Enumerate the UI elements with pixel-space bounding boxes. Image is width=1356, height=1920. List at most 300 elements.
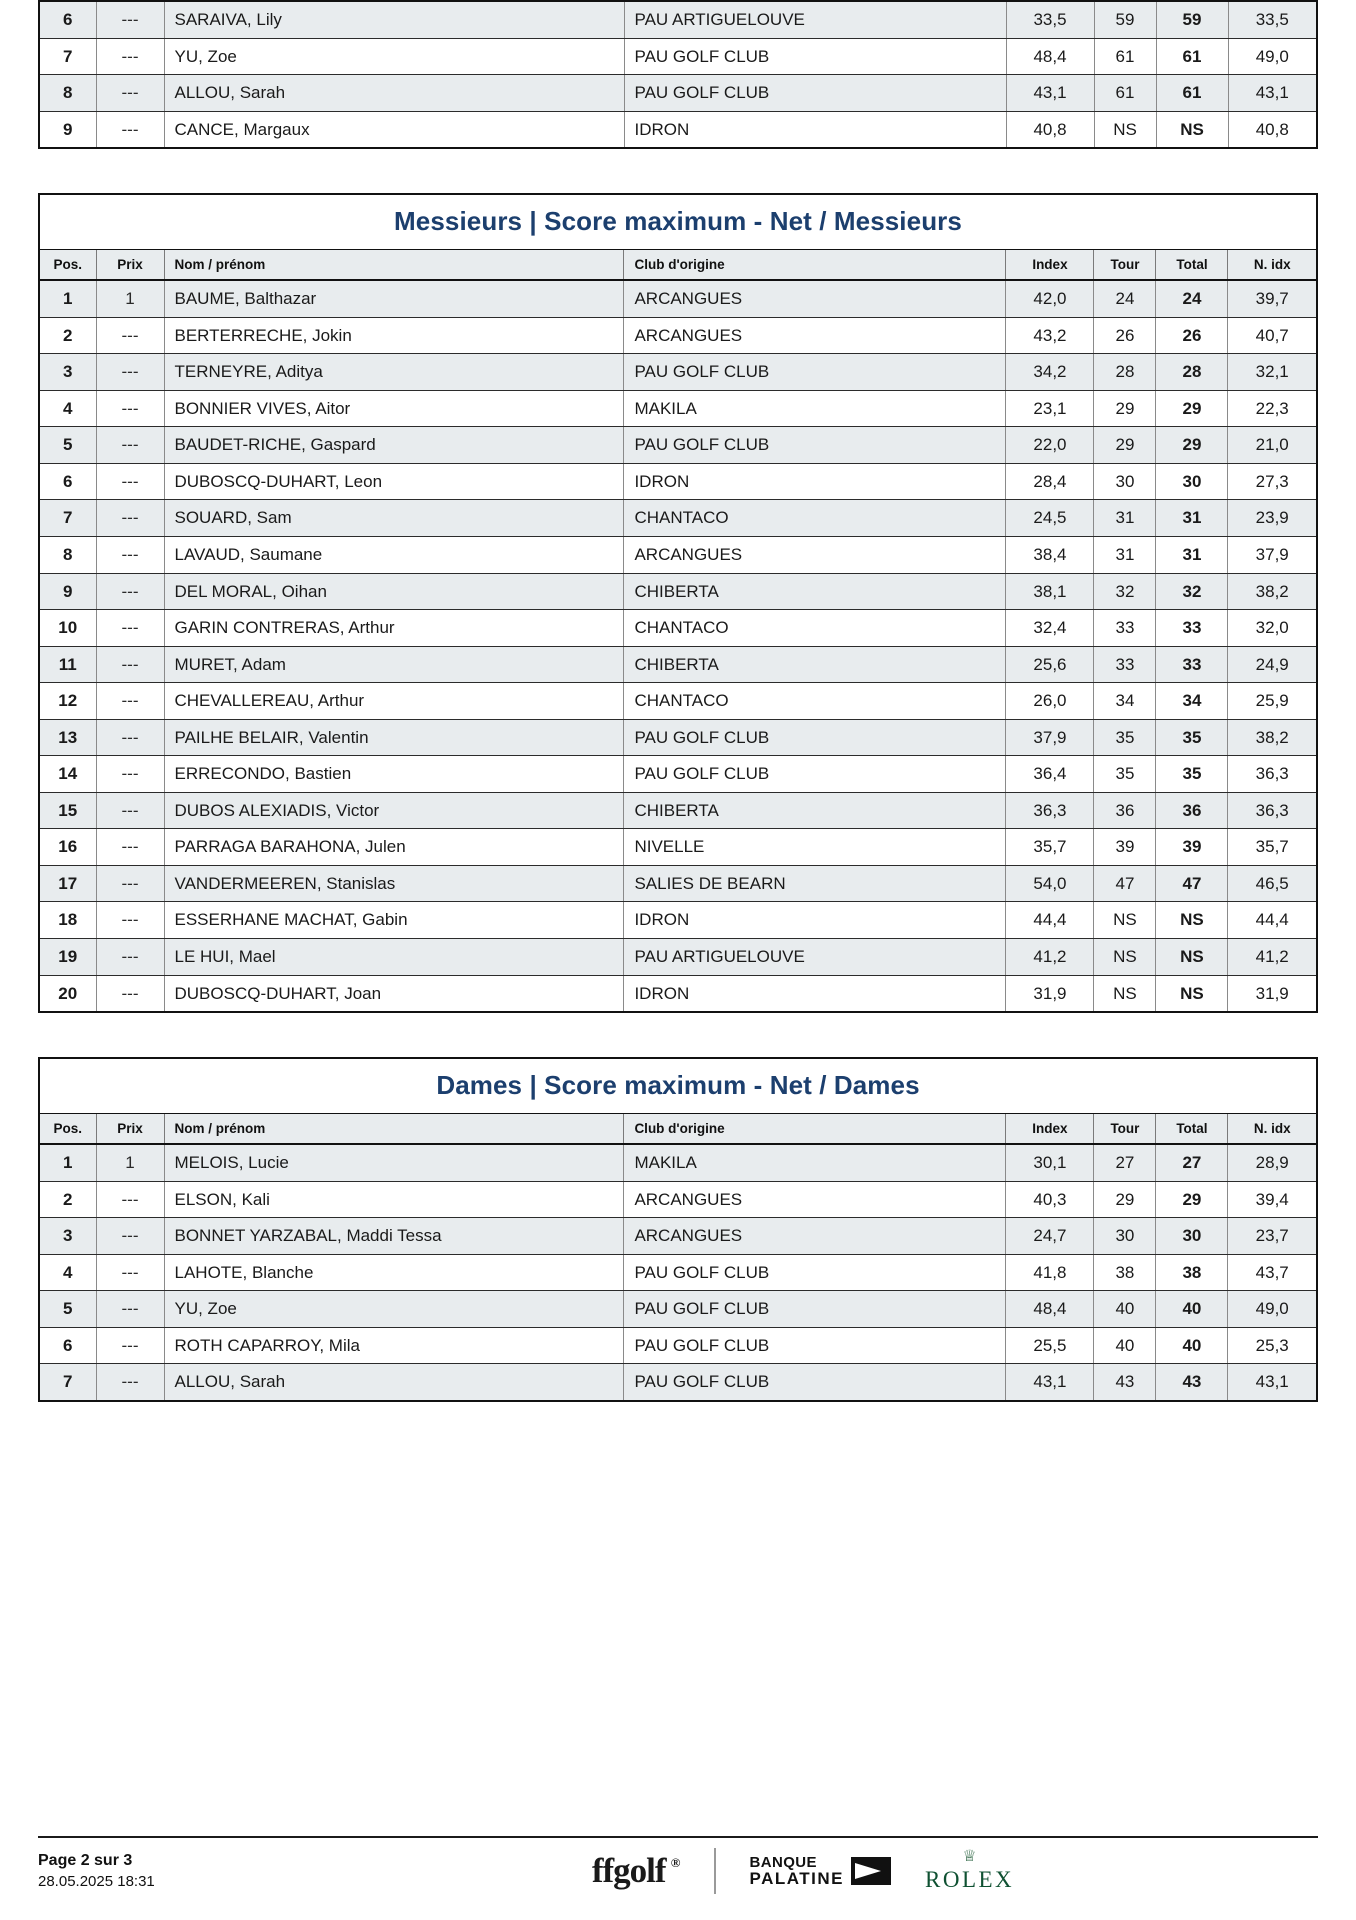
table-row xyxy=(40,573,1316,610)
row-position: 1 xyxy=(40,280,96,317)
table-row xyxy=(40,902,1316,939)
row-position: 7 xyxy=(40,1364,96,1400)
row-tour: 38 xyxy=(1094,1254,1156,1291)
row-tour: 31 xyxy=(1094,500,1156,537)
table-row xyxy=(40,719,1316,756)
row-net-index: 28,9 xyxy=(1228,1144,1316,1181)
row-total: 39 xyxy=(1156,829,1228,866)
row-prize: --- xyxy=(96,1181,164,1218)
row-name: YU, Zoe xyxy=(164,38,624,75)
col-header-nidx: N. idx xyxy=(1228,1114,1316,1145)
row-total: 29 xyxy=(1156,390,1228,427)
top-table xyxy=(40,2,1316,147)
row-tour: NS xyxy=(1094,111,1156,147)
row-tour: 34 xyxy=(1094,683,1156,720)
row-index: 37,9 xyxy=(1006,719,1094,756)
row-position: 5 xyxy=(40,427,96,464)
col-header-pos: Pos. xyxy=(40,250,96,281)
row-net-index: 27,3 xyxy=(1228,463,1316,500)
row-index: 43,1 xyxy=(1006,1364,1094,1400)
row-total: 40 xyxy=(1156,1291,1228,1328)
row-prize: --- xyxy=(96,939,164,976)
row-prize: --- xyxy=(96,573,164,610)
crown-icon: ♕ xyxy=(962,1848,977,1865)
row-position: 18 xyxy=(40,902,96,939)
row-index: 26,0 xyxy=(1006,683,1094,720)
row-tour: 59 xyxy=(1094,2,1156,38)
row-prize: --- xyxy=(96,390,164,427)
col-header-index: Index xyxy=(1006,250,1094,281)
row-total: 59 xyxy=(1156,2,1228,38)
row-position: 15 xyxy=(40,792,96,829)
row-club: IDRON xyxy=(624,111,1006,147)
row-club: PAU ARTIGUELOUVE xyxy=(624,939,1006,976)
rolex-logo-text: ROLEX xyxy=(925,1867,1015,1892)
row-club: IDRON xyxy=(624,975,1006,1011)
row-index: 30,1 xyxy=(1006,1144,1094,1181)
row-name: BERTERRECHE, Jokin xyxy=(164,317,624,354)
row-prize: --- xyxy=(96,317,164,354)
row-name: SARAIVA, Lily xyxy=(164,2,624,38)
palatine-line-2: PALATINE xyxy=(749,1868,844,1888)
row-net-index: 49,0 xyxy=(1228,38,1316,75)
row-net-index: 46,5 xyxy=(1228,865,1316,902)
table-row xyxy=(40,280,1316,317)
row-tour: 27 xyxy=(1094,1144,1156,1181)
row-index: 48,4 xyxy=(1006,1291,1094,1328)
row-position: 20 xyxy=(40,975,96,1011)
row-club: PAU GOLF CLUB xyxy=(624,427,1006,464)
table-row xyxy=(40,427,1316,464)
row-total: 24 xyxy=(1156,280,1228,317)
row-tour: 61 xyxy=(1094,38,1156,75)
row-name: DUBOSCQ-DUHART, Leon xyxy=(164,463,624,500)
row-net-index: 32,1 xyxy=(1228,354,1316,391)
row-club: PAU GOLF CLUB xyxy=(624,719,1006,756)
row-name: LE HUI, Mael xyxy=(164,939,624,976)
row-net-index: 49,0 xyxy=(1228,1291,1316,1328)
row-prize: --- xyxy=(96,427,164,464)
row-net-index: 43,7 xyxy=(1228,1254,1316,1291)
row-net-index: 41,2 xyxy=(1228,939,1316,976)
col-header-pos: Pos. xyxy=(40,1114,96,1145)
row-prize: --- xyxy=(96,537,164,574)
row-position: 6 xyxy=(40,1327,96,1364)
row-index: 34,2 xyxy=(1006,354,1094,391)
row-total: 31 xyxy=(1156,537,1228,574)
row-prize: --- xyxy=(96,829,164,866)
row-position: 8 xyxy=(40,75,96,112)
page-footer xyxy=(38,1836,1318,1894)
row-net-index: 31,9 xyxy=(1228,975,1316,1011)
row-position: 7 xyxy=(40,500,96,537)
row-club: ARCANGUES xyxy=(624,537,1006,574)
row-tour: NS xyxy=(1094,939,1156,976)
row-tour: 29 xyxy=(1094,1181,1156,1218)
row-net-index: 24,9 xyxy=(1228,646,1316,683)
row-index: 43,2 xyxy=(1006,317,1094,354)
row-tour: 33 xyxy=(1094,610,1156,647)
row-club: ARCANGUES xyxy=(624,280,1006,317)
row-tour: 33 xyxy=(1094,646,1156,683)
row-club: PAU GOLF CLUB xyxy=(624,1327,1006,1364)
row-prize: --- xyxy=(96,500,164,537)
row-club: PAU GOLF CLUB xyxy=(624,38,1006,75)
messieurs-table xyxy=(40,195,1316,1011)
row-net-index: 36,3 xyxy=(1228,756,1316,793)
row-position: 3 xyxy=(40,1218,96,1255)
row-net-index: 23,7 xyxy=(1228,1218,1316,1255)
row-total: 38 xyxy=(1156,1254,1228,1291)
row-club: CHANTACO xyxy=(624,610,1006,647)
row-tour: 40 xyxy=(1094,1327,1156,1364)
row-prize: --- xyxy=(96,1364,164,1400)
rolex-logo xyxy=(925,1849,1014,1893)
banque-palatine-logo xyxy=(750,1855,891,1888)
col-header-nom: Nom / prénom xyxy=(164,250,624,281)
row-position: 7 xyxy=(40,38,96,75)
row-name: VANDERMEEREN, Stanislas xyxy=(164,865,624,902)
row-index: 38,4 xyxy=(1006,537,1094,574)
row-name: GARIN CONTRERAS, Arthur xyxy=(164,610,624,647)
row-name: BONNIER VIVES, Aitor xyxy=(164,390,624,427)
row-tour: 29 xyxy=(1094,390,1156,427)
row-position: 11 xyxy=(40,646,96,683)
table-row xyxy=(40,2,1316,38)
row-tour: NS xyxy=(1094,975,1156,1011)
row-net-index: 44,4 xyxy=(1228,902,1316,939)
row-net-index: 38,2 xyxy=(1228,573,1316,610)
spacer-1 xyxy=(38,149,1318,193)
row-net-index: 36,3 xyxy=(1228,792,1316,829)
row-name: SOUARD, Sam xyxy=(164,500,624,537)
row-index: 48,4 xyxy=(1006,38,1094,75)
row-total: 33 xyxy=(1156,610,1228,647)
row-name: CANCE, Margaux xyxy=(164,111,624,147)
row-name: DUBOS ALEXIADIS, Victor xyxy=(164,792,624,829)
table-row xyxy=(40,390,1316,427)
dames-title: Dames | Score maximum - Net / Dames xyxy=(40,1059,1316,1114)
col-header-total: Total xyxy=(1156,250,1228,281)
row-prize: --- xyxy=(96,1327,164,1364)
row-position: 19 xyxy=(40,939,96,976)
spacer-2 xyxy=(38,1013,1318,1057)
col-header-index: Index xyxy=(1006,1114,1094,1145)
row-net-index: 23,9 xyxy=(1228,500,1316,537)
row-total: 28 xyxy=(1156,354,1228,391)
row-prize: --- xyxy=(96,1291,164,1328)
table-row xyxy=(40,317,1316,354)
row-total: 27 xyxy=(1156,1144,1228,1181)
table-row xyxy=(40,354,1316,391)
row-prize: --- xyxy=(96,610,164,647)
table-row xyxy=(40,1181,1316,1218)
row-name: DUBOSCQ-DUHART, Joan xyxy=(164,975,624,1011)
row-name: DEL MORAL, Oihan xyxy=(164,573,624,610)
row-position: 6 xyxy=(40,2,96,38)
row-position: 5 xyxy=(40,1291,96,1328)
row-club: CHIBERTA xyxy=(624,573,1006,610)
dames-column-header xyxy=(40,1114,1316,1145)
table-row xyxy=(40,829,1316,866)
row-prize: --- xyxy=(96,75,164,112)
row-position: 4 xyxy=(40,390,96,427)
row-tour: 61 xyxy=(1094,75,1156,112)
row-tour: 24 xyxy=(1094,280,1156,317)
table-row xyxy=(40,1254,1316,1291)
sponsor-logos xyxy=(288,1848,1318,1894)
table-row xyxy=(40,939,1316,976)
col-header-prix: Prix xyxy=(96,1114,164,1145)
row-position: 10 xyxy=(40,610,96,647)
col-header-club: Club d'origine xyxy=(624,1114,1006,1145)
table-row xyxy=(40,1327,1316,1364)
row-net-index: 43,1 xyxy=(1228,1364,1316,1400)
row-tour: 30 xyxy=(1094,463,1156,500)
row-club: PAU GOLF CLUB xyxy=(624,354,1006,391)
row-total: 32 xyxy=(1156,573,1228,610)
row-club: IDRON xyxy=(624,463,1006,500)
row-name: PAILHE BELAIR, Valentin xyxy=(164,719,624,756)
row-index: 44,4 xyxy=(1006,902,1094,939)
table-row xyxy=(40,683,1316,720)
row-club: CHANTACO xyxy=(624,683,1006,720)
row-index: 40,3 xyxy=(1006,1181,1094,1218)
row-net-index: 25,3 xyxy=(1228,1327,1316,1364)
row-prize: --- xyxy=(96,756,164,793)
row-name: YU, Zoe xyxy=(164,1291,624,1328)
row-name: BONNET YARZABAL, Maddi Tessa xyxy=(164,1218,624,1255)
row-prize: --- xyxy=(96,1254,164,1291)
row-prize: --- xyxy=(96,865,164,902)
row-total: NS xyxy=(1156,902,1228,939)
row-name: ROTH CAPARROY, Mila xyxy=(164,1327,624,1364)
row-total: 34 xyxy=(1156,683,1228,720)
table-row xyxy=(40,610,1316,647)
row-position: 8 xyxy=(40,537,96,574)
row-index: 42,0 xyxy=(1006,280,1094,317)
row-total: 47 xyxy=(1156,865,1228,902)
row-index: 24,5 xyxy=(1006,500,1094,537)
row-position: 16 xyxy=(40,829,96,866)
row-index: 25,5 xyxy=(1006,1327,1094,1364)
row-prize: --- xyxy=(96,38,164,75)
row-position: 9 xyxy=(40,111,96,147)
table-row xyxy=(40,111,1316,147)
row-net-index: 39,4 xyxy=(1228,1181,1316,1218)
row-position: 12 xyxy=(40,683,96,720)
row-index: 22,0 xyxy=(1006,427,1094,464)
row-index: 24,7 xyxy=(1006,1218,1094,1255)
row-tour: 28 xyxy=(1094,354,1156,391)
row-total: NS xyxy=(1156,111,1228,147)
row-total: 36 xyxy=(1156,792,1228,829)
row-index: 31,9 xyxy=(1006,975,1094,1011)
dames-results-table xyxy=(38,1057,1318,1402)
row-position: 9 xyxy=(40,573,96,610)
table-row xyxy=(40,463,1316,500)
table-row xyxy=(40,1144,1316,1181)
row-tour: 43 xyxy=(1094,1364,1156,1400)
row-net-index: 22,3 xyxy=(1228,390,1316,427)
messieurs-column-header xyxy=(40,250,1316,281)
row-total: 40 xyxy=(1156,1327,1228,1364)
row-prize: --- xyxy=(96,646,164,683)
messieurs-title-row xyxy=(40,195,1316,250)
row-index: 28,4 xyxy=(1006,463,1094,500)
row-net-index: 40,7 xyxy=(1228,317,1316,354)
row-tour: 29 xyxy=(1094,427,1156,464)
row-prize: --- xyxy=(96,792,164,829)
row-position: 13 xyxy=(40,719,96,756)
dames-table xyxy=(40,1059,1316,1400)
table-row xyxy=(40,756,1316,793)
row-index: 54,0 xyxy=(1006,865,1094,902)
row-index: 36,4 xyxy=(1006,756,1094,793)
row-tour: 30 xyxy=(1094,1218,1156,1255)
row-name: ALLOU, Sarah xyxy=(164,1364,624,1400)
row-tour: 31 xyxy=(1094,537,1156,574)
messieurs-title: Messieurs | Score maximum - Net / Messieurs xyxy=(40,195,1316,250)
row-index: 38,1 xyxy=(1006,573,1094,610)
row-total: NS xyxy=(1156,975,1228,1011)
dames-table-body xyxy=(40,1144,1316,1400)
messieurs-table-body xyxy=(40,280,1316,1011)
palatine-arrow-icon xyxy=(851,1857,891,1885)
row-club: IDRON xyxy=(624,902,1006,939)
table-row xyxy=(40,75,1316,112)
row-name: MELOIS, Lucie xyxy=(164,1144,624,1181)
row-tour: 36 xyxy=(1094,792,1156,829)
table-row xyxy=(40,975,1316,1011)
messieurs-results-table xyxy=(38,193,1318,1013)
row-index: 43,1 xyxy=(1006,75,1094,112)
row-club: PAU GOLF CLUB xyxy=(624,75,1006,112)
ffgolf-logo xyxy=(592,1851,680,1891)
row-name: ESSERHANE MACHAT, Gabin xyxy=(164,902,624,939)
row-club: PAU ARTIGUELOUVE xyxy=(624,2,1006,38)
row-tour: 40 xyxy=(1094,1291,1156,1328)
table-row xyxy=(40,1218,1316,1255)
footer-page-info xyxy=(38,1850,288,1892)
col-header-total: Total xyxy=(1156,1114,1228,1145)
registered-trademark-icon: ® xyxy=(670,1855,680,1870)
table-row xyxy=(40,1291,1316,1328)
row-net-index: 37,9 xyxy=(1228,537,1316,574)
row-position: 3 xyxy=(40,354,96,391)
row-club: MAKILA xyxy=(624,1144,1006,1181)
row-total: 30 xyxy=(1156,1218,1228,1255)
col-header-nom: Nom / prénom xyxy=(164,1114,624,1145)
row-position: 1 xyxy=(40,1144,96,1181)
row-club: PAU GOLF CLUB xyxy=(624,1364,1006,1400)
row-name: ERRECONDO, Bastien xyxy=(164,756,624,793)
row-tour: 39 xyxy=(1094,829,1156,866)
row-total: 29 xyxy=(1156,427,1228,464)
row-name: TERNEYRE, Aditya xyxy=(164,354,624,391)
row-name: ELSON, Kali xyxy=(164,1181,624,1218)
row-club: PAU GOLF CLUB xyxy=(624,1291,1006,1328)
row-prize: --- xyxy=(96,1218,164,1255)
row-club: SALIES DE BEARN xyxy=(624,865,1006,902)
row-net-index: 43,1 xyxy=(1228,75,1316,112)
row-index: 35,7 xyxy=(1006,829,1094,866)
row-position: 2 xyxy=(40,317,96,354)
row-total: 29 xyxy=(1156,1181,1228,1218)
row-club: CHIBERTA xyxy=(624,646,1006,683)
row-name: BAUDET-RICHE, Gaspard xyxy=(164,427,624,464)
row-index: 41,8 xyxy=(1006,1254,1094,1291)
table-row xyxy=(40,1364,1316,1400)
row-prize: --- xyxy=(96,975,164,1011)
col-header-tour: Tour xyxy=(1094,250,1156,281)
row-club: ARCANGUES xyxy=(624,317,1006,354)
row-tour: 32 xyxy=(1094,573,1156,610)
row-club: PAU GOLF CLUB xyxy=(624,756,1006,793)
row-total: NS xyxy=(1156,939,1228,976)
row-tour: 35 xyxy=(1094,756,1156,793)
row-net-index: 32,0 xyxy=(1228,610,1316,647)
row-prize: 1 xyxy=(96,280,164,317)
row-index: 36,3 xyxy=(1006,792,1094,829)
row-net-index: 33,5 xyxy=(1228,2,1316,38)
row-index: 33,5 xyxy=(1006,2,1094,38)
generation-timestamp: 28.05.2025 18:31 xyxy=(38,1872,155,1890)
row-name: BAUME, Balthazar xyxy=(164,280,624,317)
row-total: 33 xyxy=(1156,646,1228,683)
row-name: PARRAGA BARAHONA, Julen xyxy=(164,829,624,866)
row-position: 17 xyxy=(40,865,96,902)
row-position: 2 xyxy=(40,1181,96,1218)
row-total: 30 xyxy=(1156,463,1228,500)
table-row xyxy=(40,537,1316,574)
row-net-index: 21,0 xyxy=(1228,427,1316,464)
row-index: 32,4 xyxy=(1006,610,1094,647)
row-total: 61 xyxy=(1156,75,1228,112)
row-prize: --- xyxy=(96,719,164,756)
row-position: 6 xyxy=(40,463,96,500)
table-row xyxy=(40,646,1316,683)
row-net-index: 35,7 xyxy=(1228,829,1316,866)
row-club: ARCANGUES xyxy=(624,1181,1006,1218)
row-total: 35 xyxy=(1156,756,1228,793)
row-name: ALLOU, Sarah xyxy=(164,75,624,112)
ffgolf-logo-text: ffgolf xyxy=(591,1851,666,1890)
row-tour: 35 xyxy=(1094,719,1156,756)
row-club: NIVELLE xyxy=(624,829,1006,866)
row-tour: 26 xyxy=(1094,317,1156,354)
col-header-club: Club d'origine xyxy=(624,250,1006,281)
table-row xyxy=(40,865,1316,902)
row-name: LAHOTE, Blanche xyxy=(164,1254,624,1291)
row-index: 41,2 xyxy=(1006,939,1094,976)
row-prize: --- xyxy=(96,354,164,391)
row-net-index: 40,8 xyxy=(1228,111,1316,147)
col-header-nidx: N. idx xyxy=(1228,250,1316,281)
row-prize: 1 xyxy=(96,1144,164,1181)
row-total: 26 xyxy=(1156,317,1228,354)
row-index: 40,8 xyxy=(1006,111,1094,147)
top-table-body xyxy=(40,2,1316,147)
row-club: CHANTACO xyxy=(624,500,1006,537)
row-position: 4 xyxy=(40,1254,96,1291)
footer-divider xyxy=(714,1848,716,1894)
table-row xyxy=(40,38,1316,75)
table-row xyxy=(40,500,1316,537)
row-club: MAKILA xyxy=(624,390,1006,427)
row-prize: --- xyxy=(96,902,164,939)
row-index: 23,1 xyxy=(1006,390,1094,427)
